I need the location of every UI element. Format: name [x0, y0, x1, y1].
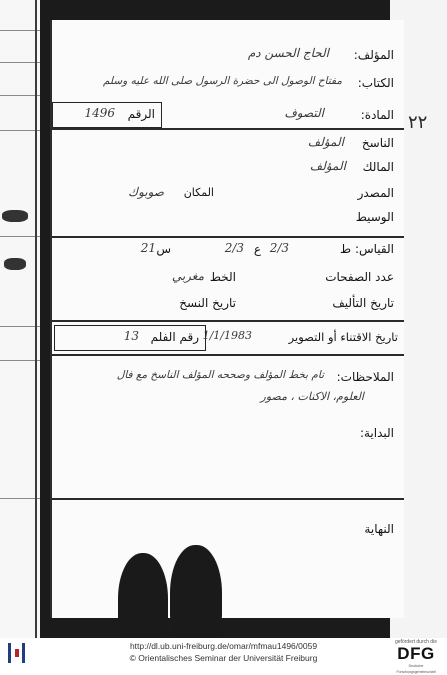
measurement-t-value: 2/3	[269, 241, 289, 255]
owner-value: المؤلف	[309, 159, 346, 173]
source-label: المصدر	[357, 186, 394, 200]
dfg-caption-top: gefördert durch die	[395, 639, 437, 645]
script-label: الخط	[209, 270, 236, 284]
composition-date-label: تاريخ التأليف	[332, 296, 394, 310]
title-label: الكتاب:	[357, 76, 394, 90]
notes-line2: العلوم، الاكنات ، مصور	[260, 390, 364, 403]
place-value: صوبوك	[128, 185, 164, 199]
dfg-wordmark: DFG	[397, 644, 435, 663]
finger-right	[170, 545, 222, 638]
measurement-ain-value: 2/3	[224, 241, 244, 255]
film-number-value: 13	[123, 329, 139, 343]
place-label: المكان	[183, 186, 214, 199]
number-label: الرقم	[127, 107, 155, 121]
catalog-card	[50, 20, 404, 618]
film-number-box	[54, 325, 206, 351]
measurement-label: القياس: ط	[340, 242, 394, 256]
notes-label: الملاحظات:	[336, 370, 394, 384]
copyist-value: المؤلف	[307, 135, 344, 149]
margin-mark: ٢٢	[408, 112, 428, 133]
number-box	[52, 102, 162, 128]
left-card-stack	[0, 0, 40, 638]
dfg-logo	[391, 639, 441, 675]
copy-date-label: تاريخ النسخ	[179, 296, 236, 310]
intermediary-label: الوسيط	[355, 210, 394, 224]
notes-line1: تام بخط المؤلف وصححه المؤلف الناسخ مع فال	[116, 369, 324, 381]
dfg-caption-bottom: Deutsche Forschungsgemeinschaft	[396, 664, 436, 674]
acquisition-value: 1/1/1983	[202, 329, 252, 342]
title-value: مفتاح الوصول الى حضرة الرسول صلى الله عليه وسلم	[102, 75, 342, 87]
owner-label: المالك	[362, 160, 394, 174]
footer-copyright: © Orientalisches Seminar der Universität Freiburg	[129, 653, 318, 663]
footer	[0, 638, 447, 674]
measurement-ain-label: ع	[253, 242, 261, 256]
subject-label: المادة:	[360, 108, 394, 122]
measurement-sin-value: 21	[140, 241, 156, 255]
end-label: النهاية	[364, 522, 394, 536]
script-value: مغربي	[171, 269, 204, 283]
acquisition-label: تاريخ الاقتناء أو التصوير	[288, 330, 398, 344]
beginning-label: البداية:	[359, 426, 394, 440]
finger-left	[118, 553, 168, 638]
measurement-sin-label: س	[156, 242, 171, 256]
footer-url[interactable]: http://dl.ub.uni-freiburg.de/omar/mfmau1496/0059	[129, 641, 318, 651]
number-value: 1496	[84, 106, 115, 120]
film-number-label: رقم الفلم	[150, 330, 199, 344]
author-label: المؤلف:	[353, 48, 394, 62]
copyist-label: الناسخ	[361, 136, 394, 150]
author-value: الحاج الحسن دم	[247, 46, 329, 60]
subject-value: التصوف	[284, 106, 324, 120]
pages-label: عدد الصفحات	[325, 270, 394, 284]
